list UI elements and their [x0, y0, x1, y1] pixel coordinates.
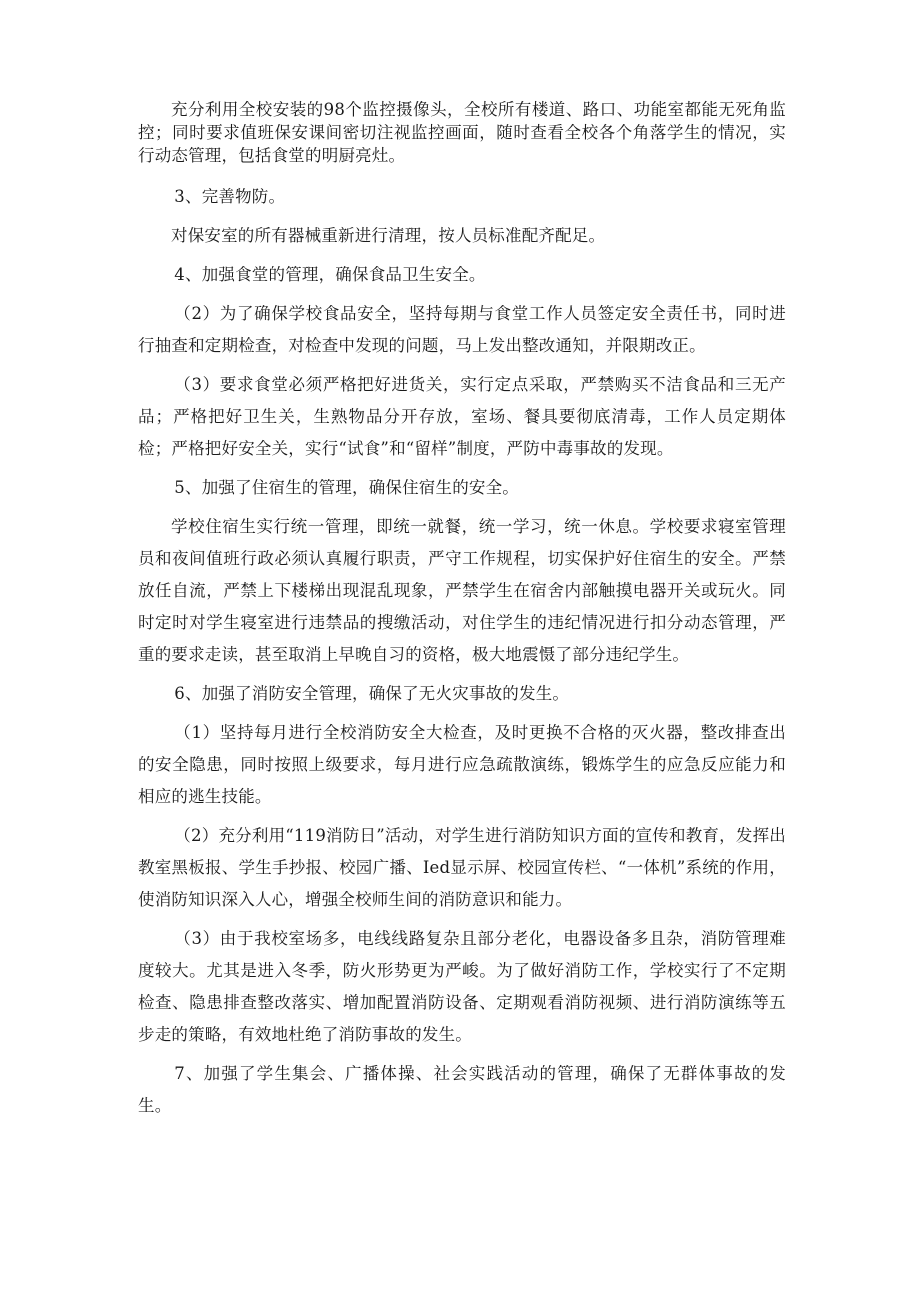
- paragraph-food-safety-2: （2）为了确保学校食品安全，坚持每期与食堂工作人员签定安全责任书，同时进行抽查和定期检查，对检查中发现的问题，马上发出整改通知，并限期改正。: [138, 304, 786, 355]
- paragraph-cctv-monitoring: 充分利用全校安装的98个监控摄像头，全校所有楼道、路口、功能室都能无死角监控；同时要求值班保安课间密切注视监控画面，随时查看全校各个角落学生的情况，实行动态管理，包括食堂的明厨亮灶。: [138, 100, 786, 165]
- heading-fire-safety: 6、加强了消防安全管理，确保了无火灾事故的发生。: [174, 684, 570, 703]
- document-body: [138, 98, 786, 1129]
- heading-group-activities: 7、加强了学生集会、广播体操、社会实践活动的管理，确保了无群体事故的发生。: [138, 1064, 786, 1115]
- paragraph-fire-safety-1: （1）坚持每月进行全校消防安全大检查，及时更换不合格的灭火器，整改排查出的安全隐患，同时按照上级要求，每月进行应急疏散演练，锻炼学生的应急反应能力和相应的逃生技能。: [138, 723, 786, 806]
- paragraph-fire-safety-2: （2）充分利用“119消防日”活动，对学生进行消防知识方面的宣传和教育，发挥出教室黑板报、学生手抄报、校园广播、Ied显示屏、校园宣传栏、“一体机”系统的作用，使消防知识深入人心，增强全校师生间的消防意识和能力。: [138, 826, 786, 909]
- paragraph-boarding-management: 学校住宿生实行统一管理，即统一就餐，统一学习，统一休息。学校要求寝室管理员和夜间值班行政必须认真履行职责，严守工作规程，切实保护好住宿生的安全。严禁放任自流，严禁上下楼梯出现混乱现象，严禁学生在宿舍内部触摸电器开关或玩火。同时定时对学生寝室进行违禁品的搜缴活动，对住学生的违纪情况进行扣分动态管理，严重的要求走读，甚至取消上早晚自习的资格，极大地震慑了部分违纪学生。: [138, 517, 786, 664]
- paragraph-fire-safety-3: （3）由于我校室场多，电线线路复杂且部分老化，电器设备多且杂，消防管理难度较大。尤其是进入冬季，防火形势更为严峻。为了做好消防工作，学校实行了不定期检查、隐患排查整改落实、增加配置消防设备、定期观看消防视频、进行消防演练等五步走的策略，有效地杜绝了消防事故的发生。: [138, 929, 786, 1044]
- paragraph-security-equipment: 对保安室的所有器械重新进行清理，按人员标准配齐配足。: [171, 226, 606, 245]
- heading-canteen-management: 4、加强食堂的管理，确保食品卫生安全。: [174, 265, 486, 284]
- heading-physical-defense: 3、完善物防。: [174, 187, 286, 206]
- paragraph-food-safety-3: （3）要求食堂必须严格把好进货关，实行定点采取，严禁购买不洁食品和三无产品；严格把好卫生关，生熟物品分开存放，室场、餐具要彻底清毒，工作人员定期体检；严格把好安全关，实行“试食”和“留样”制度，严防中毒事故的发现。: [138, 375, 786, 458]
- heading-boarding-students: 5、加强了住宿生的管理，确保住宿生的安全。: [174, 478, 519, 497]
